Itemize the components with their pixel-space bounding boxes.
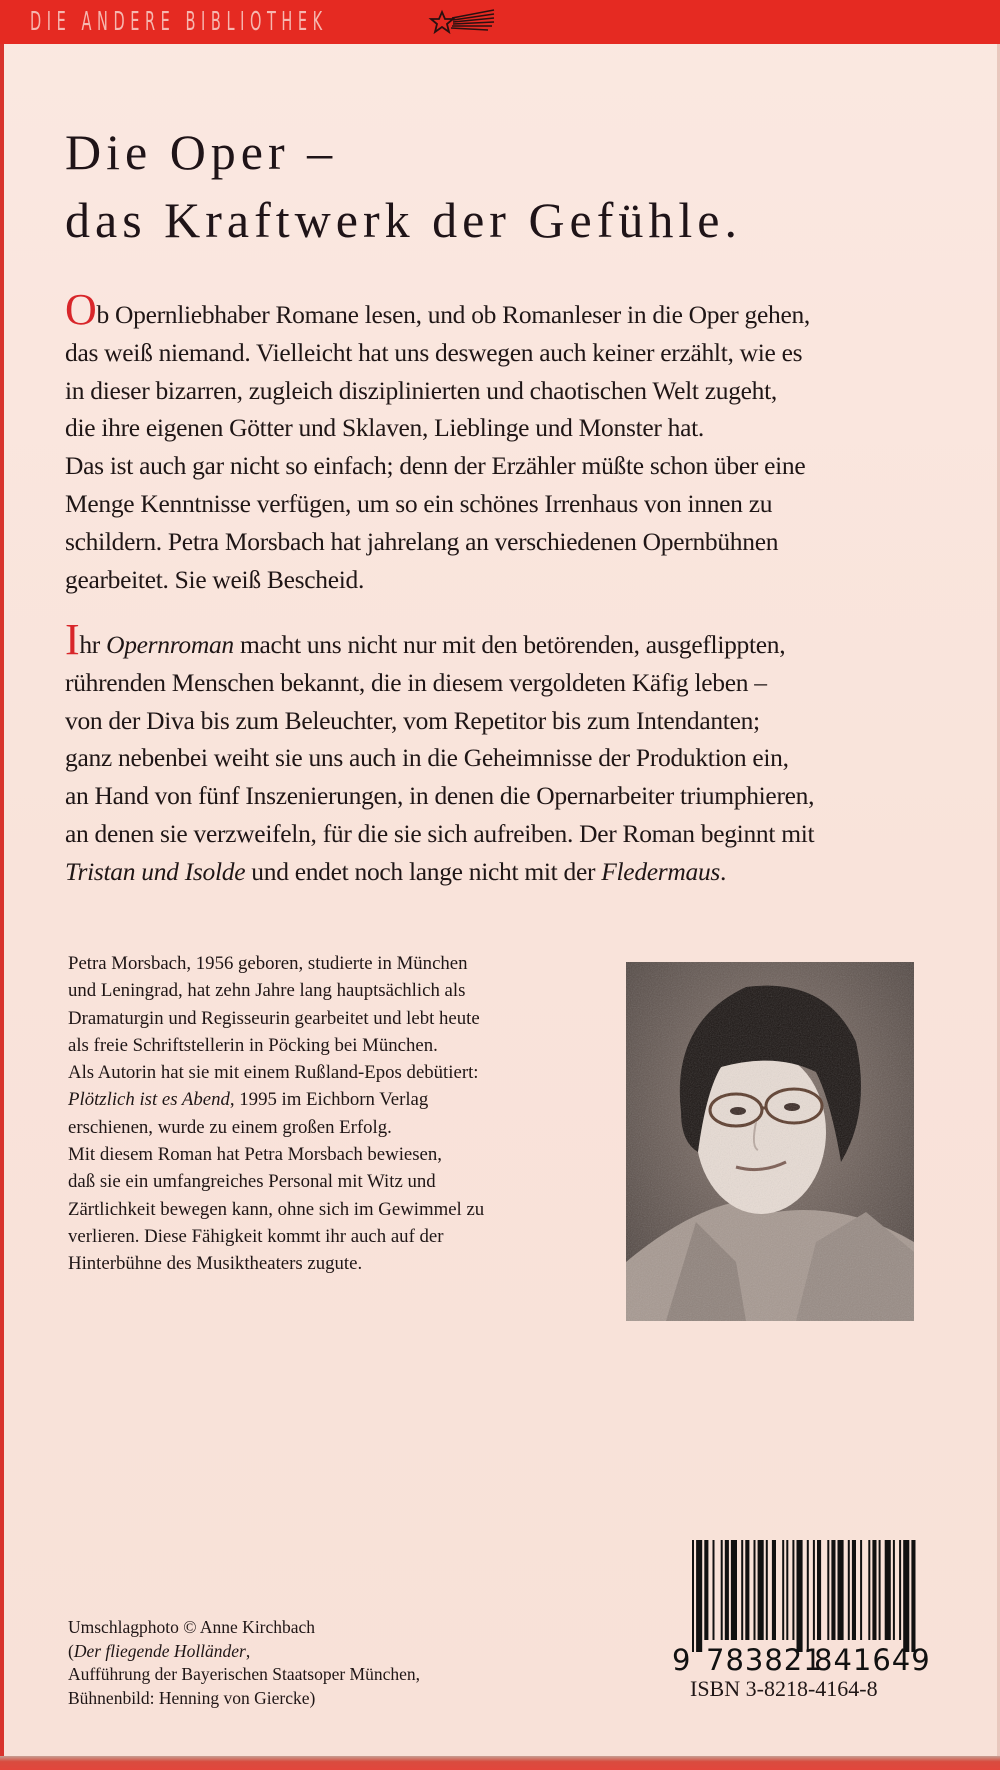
bio-line: Petra Morsbach, 1956 geboren, studierte in München (68, 953, 468, 974)
barcode-bar (872, 1540, 876, 1640)
author-photo (626, 962, 914, 1321)
barcode-bar (754, 1540, 756, 1640)
series-band (0, 0, 1000, 44)
paragraph-line: Das ist auch gar nicht so einfach; denn der Erzähler müßte schon über eine (65, 451, 806, 481)
barcode-bar (868, 1540, 870, 1640)
bio-line: daß sie ein umfangreiches Personal mit Witz und (68, 1171, 436, 1193)
bio-line: verlieren. Diese Fähigkeit kommt ihr auch auf der (68, 1225, 444, 1247)
barcode-bar (772, 1540, 776, 1640)
paragraph-line (65, 285, 945, 334)
barcode-bar (911, 1540, 915, 1652)
barcode-bar (741, 1540, 743, 1640)
barcode-bar (758, 1540, 764, 1640)
paragraph-line: die ihre eigenen Götter und Sklaven, Lieblinge und Monster hat. (65, 413, 704, 443)
paragraph-text: . (720, 856, 727, 886)
paragraph-line: Menge Kenntnisse verfügen, um so ein schönes Irrenhaus von innen zu (65, 488, 773, 518)
book-title: Plötzlich ist es Abend (68, 1089, 230, 1111)
paragraph-line: gearbeitet. Sie weiß Bescheid. (65, 564, 365, 594)
credit-line (68, 1640, 420, 1664)
paragraph-line: ganz nebenbei weiht sie uns auch in die Geheimnisse der Produktion ein, (65, 743, 789, 773)
portrait-illustration (626, 962, 914, 1321)
paragraph-line: an denen sie verzweifeln, für die sie sich aufreiben. Der Roman beginnt mit (65, 818, 815, 848)
headline-line-2: das Kraftwerk der Gefühle. (65, 192, 742, 248)
series-name: DIE ANDERE BIBLIOTHEK (30, 7, 328, 37)
cover-left-edge (0, 0, 4, 1770)
bio-line (68, 1086, 588, 1113)
bio-text: , 1995 im Eichborn Verlag (229, 1089, 429, 1111)
barcode-bar (817, 1540, 821, 1640)
barcode-bar (713, 1540, 715, 1640)
barcode-bars (692, 1540, 916, 1652)
barcode-group-1: 783821 (706, 1643, 823, 1675)
barcode-bar (807, 1540, 809, 1652)
paragraph-line: rührenden Menschen bekannt, die in diesem vergoldeten Käfig leben – (65, 667, 767, 697)
paragraph-line: das weiß niemand. Vielleicht hat uns deswegen auch keiner erzählt, wie es (65, 337, 803, 367)
barcode-bar (731, 1540, 737, 1640)
barcode-bar (879, 1540, 881, 1640)
paragraph-line (65, 615, 945, 664)
barcode-bar (766, 1540, 768, 1640)
barcode-bar (797, 1540, 803, 1652)
bio-line: und Leningrad, hat zehn Jahre lang hauptsächlich als (68, 980, 466, 1002)
cover-photo-credits (68, 1616, 420, 1710)
author-bio (68, 950, 588, 1278)
barcode-bar (885, 1540, 891, 1640)
shooting-star-icon (428, 6, 498, 38)
paragraph-text: macht uns nicht nur mit den betörenden, ausgeflippten, (233, 630, 786, 659)
barcode-bar (827, 1540, 829, 1640)
barcode-bar (782, 1540, 784, 1640)
headline-line-1: Die Oper – (65, 124, 338, 180)
paragraph-line: von der Diva bis zum Beleuchter, vom Repetitor bis zum Intendanten; (65, 705, 760, 735)
paragraph-line: schildern. Petra Morsbach hat jahrelang an verschiedenen Opernbühnen (65, 526, 779, 556)
barcode-bar (893, 1540, 895, 1640)
credit-line: Bühnenbild: Henning von Giercke) (68, 1687, 316, 1708)
bio-line: Dramaturgin und Regisseurin gearbeitet und lebt heute (68, 1007, 480, 1029)
bio-line: Als Autorin hat sie mit einem Rußland-Epos debütiert: (68, 1062, 479, 1084)
bio-line: als freie Schriftstellerin in Pöcking bei München. (68, 1034, 438, 1056)
paragraph-line (65, 853, 945, 891)
paragraph-line: an Hand von fünf Inszenierungen, in denen die Opernarbeiter triumphieren, (65, 781, 815, 811)
novel-title: Opernroman (106, 630, 234, 659)
barcode-bar (692, 1540, 694, 1652)
barcode-bar (831, 1540, 835, 1640)
isbn-label: ISBN 3-8218-4164-8 (690, 1676, 878, 1701)
opera-title: Der fliegende Holländer (73, 1640, 246, 1661)
barcode-bar (813, 1540, 815, 1640)
bio-line: erschienen, wurde zu einem großen Erfolg. (68, 1116, 392, 1138)
drop-cap: I (65, 615, 80, 664)
opera-title: Fledermaus (601, 856, 721, 886)
barcode-bar (745, 1540, 749, 1640)
barcode-bar (838, 1540, 844, 1640)
ean-barcode (672, 1540, 934, 1675)
barcode-lead-digit: 9 (672, 1643, 691, 1675)
barcode-bar (786, 1540, 788, 1640)
drop-cap: O (65, 285, 97, 334)
blurb-paragraph-1 (65, 285, 945, 598)
barcode-bar (696, 1540, 702, 1652)
barcode-bar (899, 1540, 901, 1640)
barcode-bar (852, 1540, 856, 1640)
blurb-paragraph-2 (65, 615, 945, 891)
barcode-group-2: 841649 (814, 1643, 931, 1675)
credit-line: Aufführung der Bayerischen Staatsoper München, (68, 1664, 421, 1684)
bio-line: Mit diesem Roman hat Petra Morsbach bewiesen, (68, 1144, 442, 1166)
barcode-bar (792, 1540, 794, 1640)
opera-title: Tristan und Isolde (65, 856, 246, 886)
paragraph-text: b Opernliebhaber Romane lesen, und ob Romanleser in die Oper gehen, (96, 300, 810, 329)
barcode-bar (848, 1540, 850, 1640)
cover-bottom-edge (0, 1756, 1000, 1770)
barcode-bar (860, 1540, 862, 1640)
paragraph-text: hr (79, 630, 107, 659)
credit-text: , (245, 1640, 251, 1661)
headline (65, 118, 742, 254)
barcode-bar (704, 1540, 708, 1640)
barcode-bar (903, 1540, 909, 1652)
barcode-bar (721, 1540, 723, 1640)
paragraph-text: und endet noch lange nicht mit der (245, 856, 602, 886)
credit-line: Umschlagphoto © Anne Kirchbach (68, 1617, 316, 1637)
credit-text: ( (68, 1640, 74, 1661)
paragraph-line: in dieser bizarren, zugleich disziplinierten und chaotischen Welt zugeht, (65, 375, 777, 405)
bio-line: Zärtlichkeit bewegen kann, ohne sich im Gewimmel zu (68, 1198, 485, 1220)
barcode-bar (725, 1540, 729, 1640)
bio-line: Hinterbühne des Musiktheaters zugute. (68, 1253, 363, 1275)
